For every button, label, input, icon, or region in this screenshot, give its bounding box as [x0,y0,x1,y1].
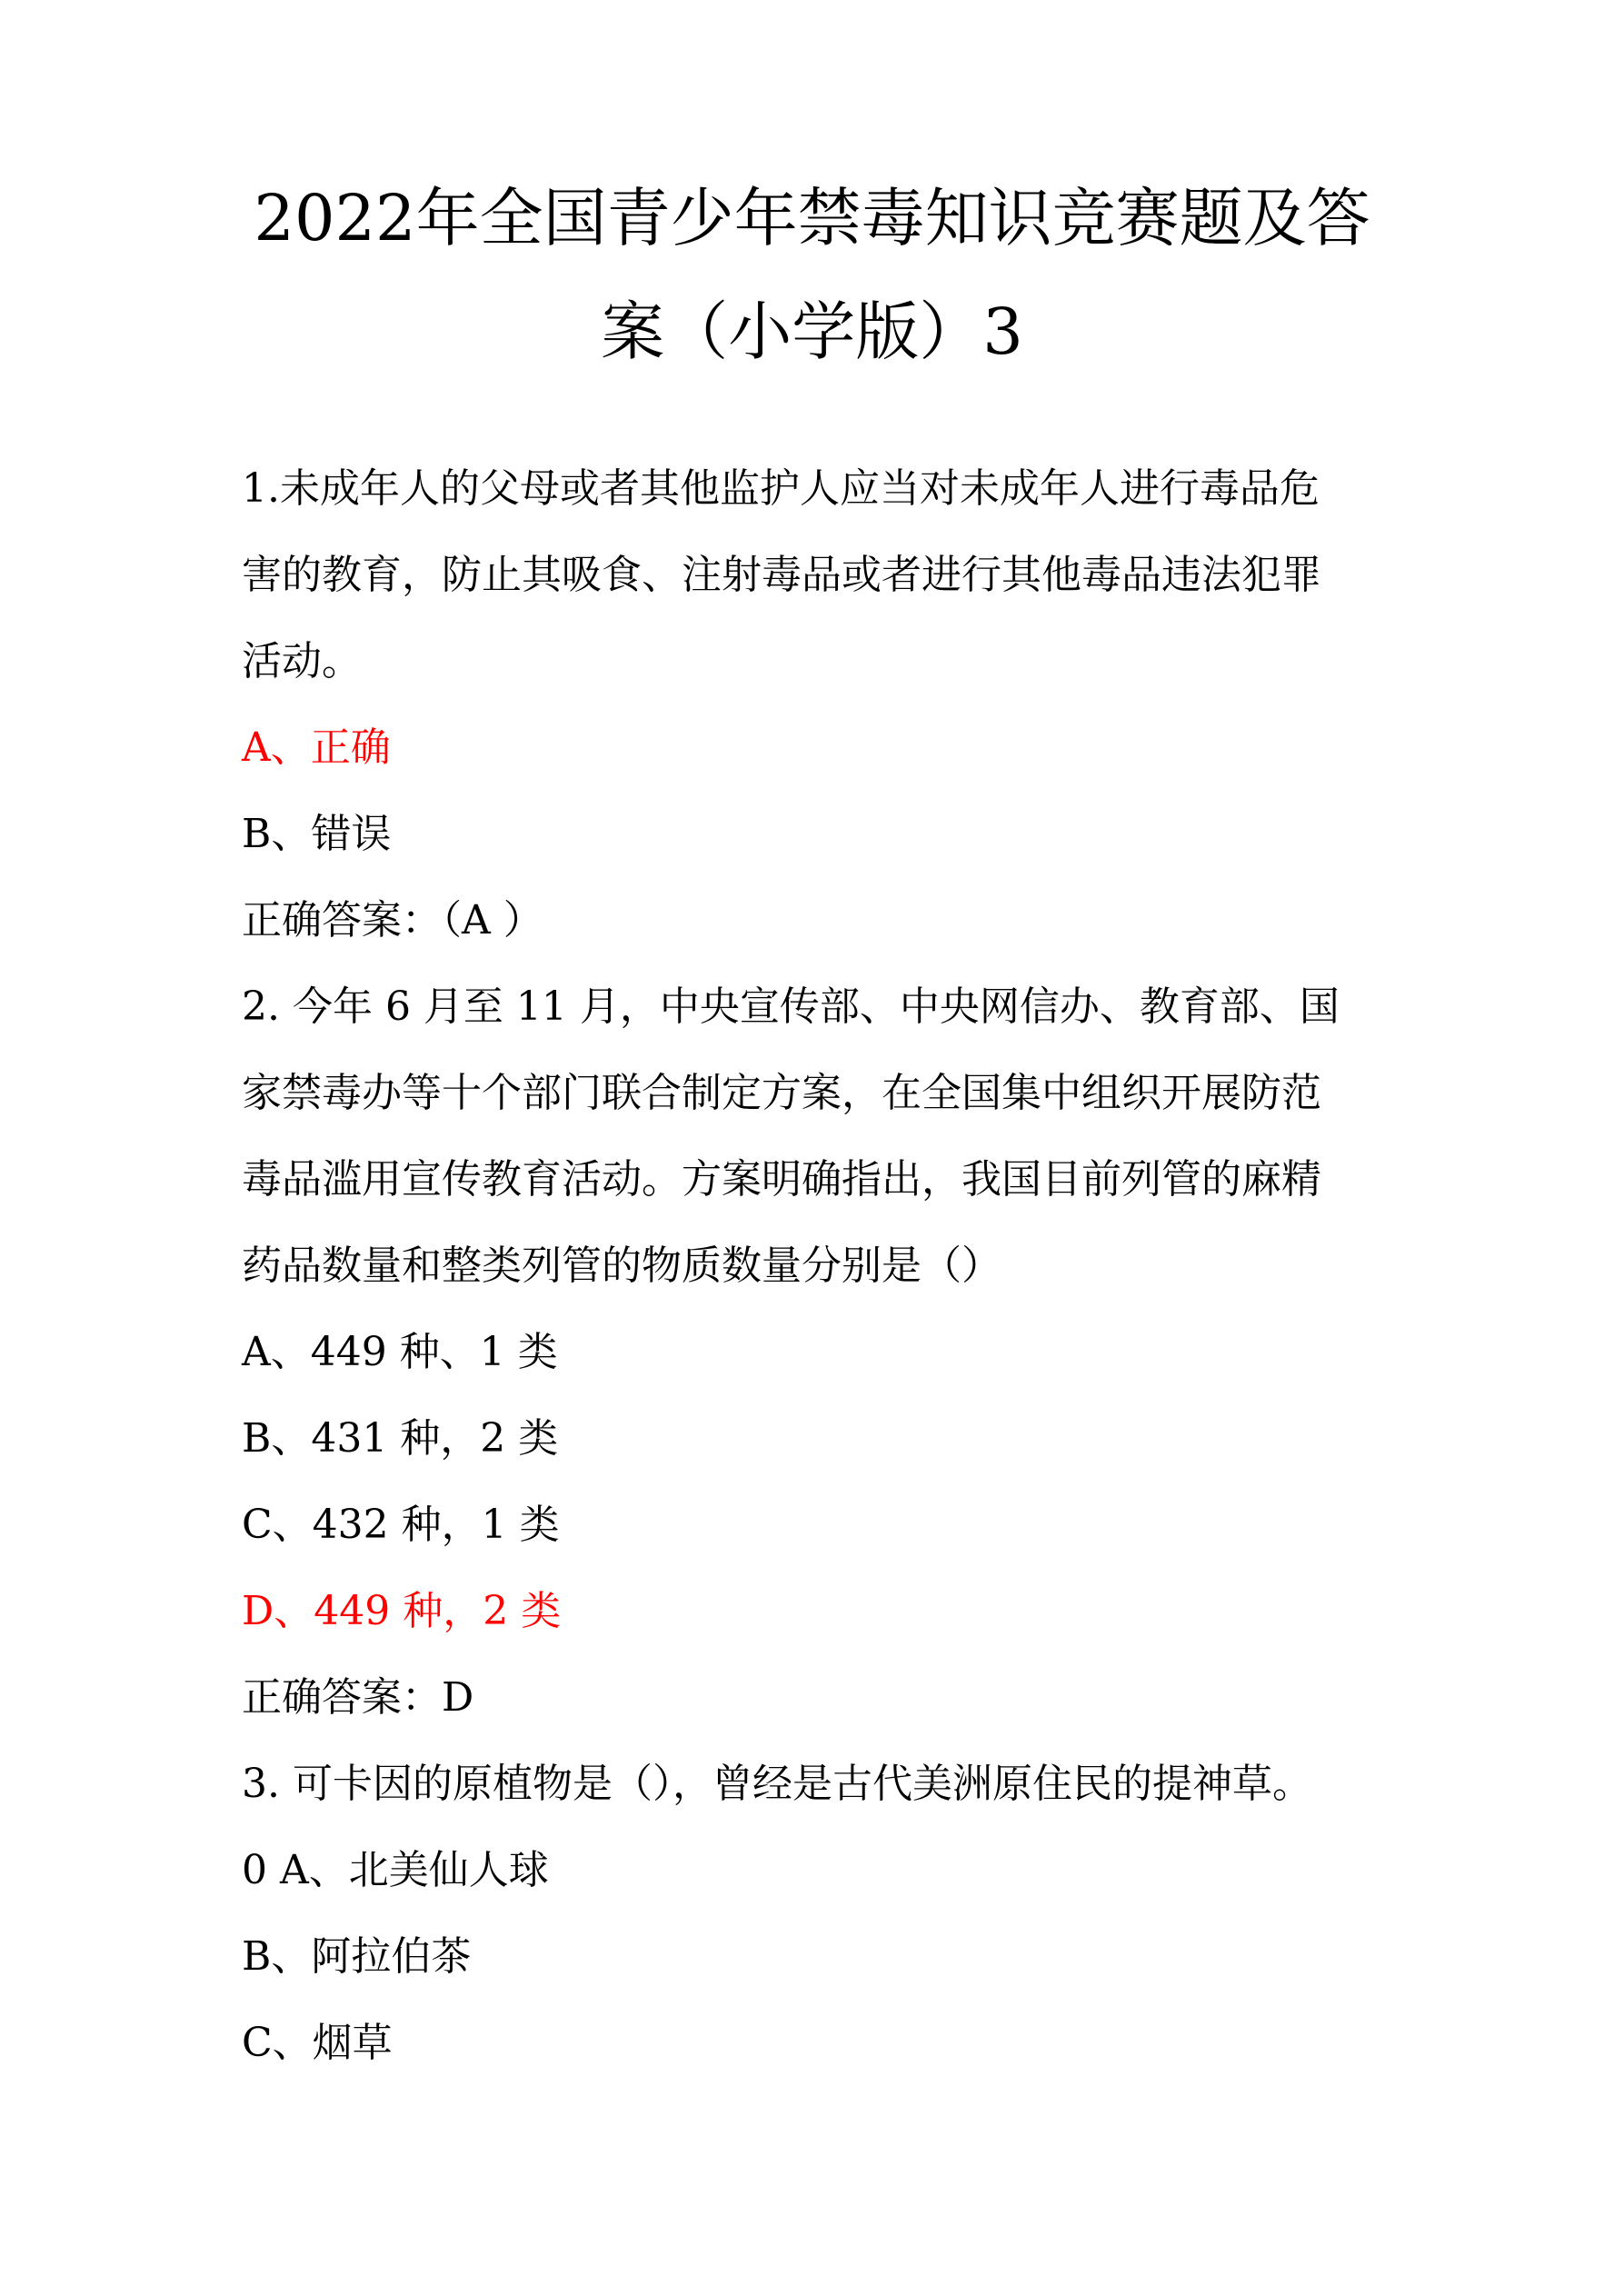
question-2-option-a: A、449 种、1 类 [242,1329,558,1375]
question-3-option-a: 0 A、北美仙人球 [242,1847,549,1893]
question-3-option-b: B、阿拉伯茶 [242,1933,472,1980]
question-2-text-line-2: 家禁毒办等十个部门联合制定方案，在全国集中组织开展防范 [242,1070,1321,1116]
question-1-text-line-3: 活动。 [242,638,362,684]
question-2-text-line-4: 药品数量和整类列管的物质数量分别是（） [242,1243,1001,1289]
question-1-option-b: B、错误 [242,811,392,857]
question-2-text-line-1: 2. 今年 6 月至 11 月，中央宣传部、中央网信办、教育部、国 [242,983,1340,1030]
question-2-option-c: C、432 种，1 类 [242,1502,560,1548]
question-1-answer: 正确答案：（A ） [242,897,543,943]
question-3-option-c: C、烟草 [242,2020,393,2066]
question-2-text-line-3: 毒品滥用宣传教育活动。方案明确指出，我国目前列管的麻精 [242,1156,1321,1203]
question-1-text-line-1: 1.未成年人的父母或者其他监护人应当对未成年人进行毒品危 [242,465,1320,512]
document-title-line-1: 2022年全国青少年禁毒知识竞赛题及答 [254,181,1370,255]
question-2-answer: 正确答案：D [242,1674,474,1721]
question-2-option-d: D、449 种，2 类 [242,1588,562,1634]
question-1-text-line-2: 害的教育，防止其吸食、注射毒品或者进行其他毒品违法犯罪 [242,552,1321,598]
question-2-option-b: B、431 种，2 类 [242,1415,559,1462]
question-3-text-line-1: 3. 可卡因的原植物是（），曾经是古代美洲原住民的提神草。 [242,1761,1312,1807]
document-title-line-2: 案（小学版）3 [601,294,1023,369]
question-1-option-a: A、正确 [242,724,391,771]
